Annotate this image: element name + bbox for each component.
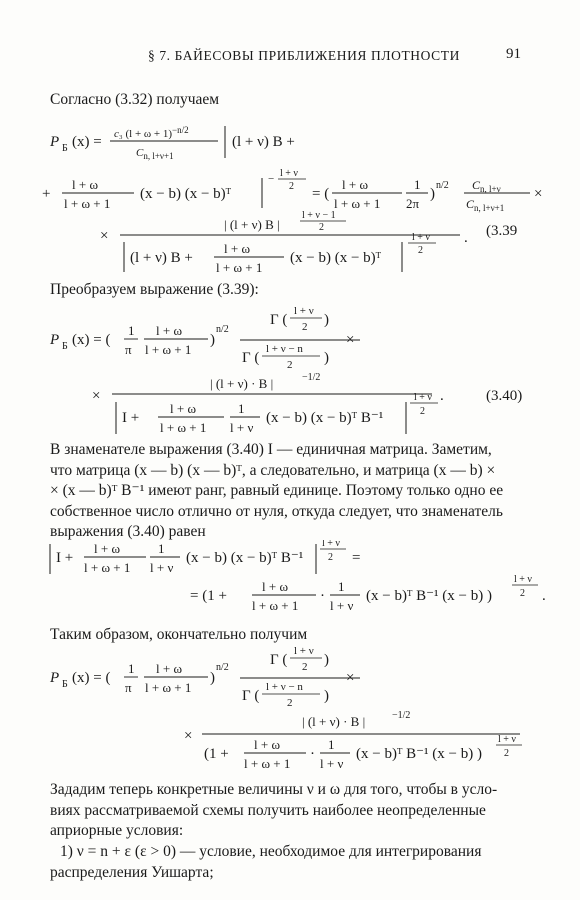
svg-text:l + ν: l + ν bbox=[322, 540, 340, 549]
svg-text:l + ν: l + ν bbox=[330, 598, 354, 613]
svg-text:2: 2 bbox=[520, 588, 525, 599]
paragraph-line: собственное число отлично от нуля, откуда следует, что знаменатель bbox=[50, 502, 503, 520]
paragraph-line: что матрица (x — b) (x — b)ᵀ, а следовательно, и матрица (x — b) × bbox=[50, 461, 496, 479]
header-title: § 7. БАЙЕСОВЫ ПРИБЛИЖЕНИЯ ПЛОТНОСТИ bbox=[148, 48, 460, 63]
svg-text:(x) = (: (x) = ( bbox=[72, 670, 111, 686]
svg-text:): ) bbox=[324, 312, 329, 328]
condition-list-item-1 bbox=[50, 842, 530, 883]
intro-text: Согласно (3.32) получаем bbox=[50, 91, 220, 108]
svg-text:l + ω + 1: l + ω + 1 bbox=[145, 342, 192, 357]
svg-text:): ) bbox=[430, 186, 435, 202]
svg-text:×: × bbox=[184, 728, 193, 744]
svg-text:1: 1 bbox=[128, 323, 135, 338]
svg-text:2: 2 bbox=[418, 245, 423, 256]
svg-text:Б: Б bbox=[62, 143, 68, 154]
paragraph-line: Зададим теперь конкретные величины ν и ω для того, чтобы в усло- bbox=[50, 781, 498, 798]
svg-text:l + ω + 1: l + ω + 1 bbox=[64, 196, 111, 211]
svg-text:2: 2 bbox=[287, 697, 293, 709]
svg-text:): ) bbox=[210, 670, 215, 686]
svg-text:| (l + ν) B |: | (l + ν) B | bbox=[224, 217, 280, 232]
svg-text:l + ν: l + ν bbox=[230, 420, 254, 435]
paragraph-line: априорные условия: bbox=[50, 822, 184, 839]
svg-text:2: 2 bbox=[287, 359, 293, 371]
svg-text:l + ω: l + ω bbox=[156, 323, 182, 338]
svg-text:·: · bbox=[310, 746, 315, 762]
svg-text:2π: 2π bbox=[406, 196, 420, 211]
svg-text:2: 2 bbox=[289, 181, 294, 192]
svg-text:l + ω + 1: l + ω + 1 bbox=[160, 420, 207, 435]
svg-text:(x) =: (x) = bbox=[72, 134, 102, 150]
svg-text:.: . bbox=[440, 388, 444, 404]
svg-text:): ) bbox=[324, 350, 329, 366]
svg-text:l + ν: l + ν bbox=[412, 232, 430, 243]
paragraph-priors bbox=[50, 780, 530, 842]
running-header bbox=[0, 44, 580, 68]
svg-text:1: 1 bbox=[414, 177, 421, 192]
svg-text:Γ (: Γ ( bbox=[242, 350, 260, 366]
paragraph-denominator bbox=[50, 440, 530, 543]
list-line: распределения Уишарта; bbox=[50, 863, 214, 881]
svg-text:| (l + ν) · B |: | (l + ν) · B | bbox=[302, 714, 366, 729]
svg-text:2: 2 bbox=[504, 748, 509, 759]
svg-text:2: 2 bbox=[302, 321, 308, 333]
svg-text:P: P bbox=[50, 670, 60, 686]
svg-text:Б: Б bbox=[62, 341, 68, 352]
svg-text:l + ω: l + ω bbox=[342, 177, 368, 192]
list-line: 1) ν = n + ε (ε > 0) — условие, необходимое для интегрирования bbox=[60, 843, 482, 860]
svg-text:l + ω + 1: l + ω + 1 bbox=[216, 260, 263, 275]
svg-text:(x − b)ᵀ B⁻¹ (x − b) ): (x − b)ᵀ B⁻¹ (x − b) ) bbox=[366, 588, 492, 604]
svg-text:(x) = (: (x) = ( bbox=[72, 332, 111, 348]
svg-text:l + ω + 1: l + ω + 1 bbox=[145, 680, 192, 695]
svg-text:Cn, l+ν: $C_{n, l+\nu}$ bbox=[472, 178, 501, 194]
svg-text:l + ν: l + ν bbox=[294, 305, 314, 317]
svg-text:1: 1 bbox=[238, 401, 245, 416]
svg-text:(x − b) (x − b)ᵀ: (x − b) (x − b)ᵀ bbox=[140, 186, 232, 202]
svg-text:(x − b)ᵀ B⁻¹ (x − b) ): (x − b)ᵀ B⁻¹ (x − b) ) bbox=[356, 746, 482, 762]
svg-text:(l + ν) B +: (l + ν) B + bbox=[232, 134, 295, 150]
paragraph-line: В знаменателе выражения (3.40) I — единичная матрица. Заметим, bbox=[50, 441, 492, 458]
svg-text:l + ν: l + ν bbox=[414, 392, 432, 403]
svg-text:1: 1 bbox=[158, 541, 165, 556]
equation-3-39-formula bbox=[40, 116, 550, 276]
svg-text:·: · bbox=[320, 588, 325, 604]
svg-text:n/2: n/2 bbox=[216, 324, 229, 335]
equation-number-3-40: (3.40) bbox=[486, 388, 523, 404]
svg-text:1: 1 bbox=[338, 579, 345, 594]
svg-text:I +: I + bbox=[122, 410, 140, 426]
svg-text:Γ (: Γ ( bbox=[270, 312, 288, 328]
equation-3-40-formula bbox=[40, 300, 550, 438]
svg-text:l + ω: l + ω bbox=[254, 737, 280, 752]
svg-text:P: P bbox=[50, 332, 60, 348]
svg-text:n/2: n/2 bbox=[436, 180, 449, 191]
page-number: 91 bbox=[506, 46, 521, 62]
svg-text:Б: Б bbox=[62, 679, 68, 690]
svg-text:−1/2: −1/2 bbox=[392, 710, 411, 721]
svg-text:l + ω + 1: l + ω + 1 bbox=[84, 560, 131, 575]
equation-final-formula bbox=[40, 642, 550, 772]
svg-text:P: P bbox=[50, 134, 60, 150]
paragraph-line: выражения (3.40) равен bbox=[50, 523, 206, 540]
svg-text:c₃ (l + ω + 1)−n/2: c₃ $(l + \omega + 1)^{-n/2}$ bbox=[114, 125, 189, 140]
paragraph-line: × (x — b)ᵀ B⁻¹ имеют ранг, равный единице. Поэтому только одно ее bbox=[50, 482, 504, 499]
svg-text:| (l + ν) · B |: | (l + ν) · B | bbox=[210, 376, 274, 391]
equation-denominator-formula bbox=[40, 540, 550, 620]
svg-text:l + ν: l + ν bbox=[294, 645, 314, 657]
svg-text:(l + ν) B +: (l + ν) B + bbox=[130, 250, 193, 266]
svg-text:l + ω: l + ω bbox=[94, 541, 120, 556]
svg-text:): ) bbox=[324, 652, 329, 668]
svg-text:.: . bbox=[464, 230, 468, 246]
equation-denominator bbox=[40, 540, 550, 620]
svg-text:l + ω: l + ω bbox=[262, 579, 288, 594]
svg-text:1: 1 bbox=[328, 737, 335, 752]
svg-text:Γ (: Γ ( bbox=[242, 688, 260, 704]
svg-text:2: 2 bbox=[420, 406, 425, 417]
svg-text:×: × bbox=[92, 388, 101, 404]
equation-number-3-39: (3.39 bbox=[486, 223, 518, 239]
svg-text:−1/2: −1/2 bbox=[302, 372, 321, 383]
svg-text:): ) bbox=[324, 688, 329, 704]
svg-text:(x − b) (x − b)ᵀ: (x − b) (x − b)ᵀ bbox=[290, 250, 382, 266]
svg-text:l + ν: l + ν bbox=[498, 734, 516, 745]
svg-text:−: − bbox=[268, 173, 275, 185]
svg-text:l + ν: l + ν bbox=[514, 574, 532, 585]
svg-text:l + ν: l + ν bbox=[150, 560, 174, 575]
svg-text:(x − b) (x − b)ᵀ B⁻¹: (x − b) (x − b)ᵀ B⁻¹ bbox=[186, 550, 304, 566]
svg-text:= (: = ( bbox=[312, 186, 330, 202]
svg-text:l + ν − n: l + ν − n bbox=[266, 343, 303, 355]
svg-text:π: π bbox=[125, 680, 132, 695]
svg-text:l + ω: l + ω bbox=[224, 241, 250, 256]
svg-text:Cn, l+ν+1: $C_{n, l+\nu+1}$ bbox=[136, 147, 174, 161]
equation-3-39 bbox=[40, 116, 550, 276]
svg-text:(x − b) (x − b)ᵀ B⁻¹: (x − b) (x − b)ᵀ B⁻¹ bbox=[266, 410, 384, 426]
final-text: Таким образом, окончательно получим bbox=[50, 626, 308, 643]
svg-text:l + ω: l + ω bbox=[72, 177, 98, 192]
svg-text:×: × bbox=[534, 186, 543, 202]
transform-text: Преобразуем выражение (3.39): bbox=[50, 281, 259, 298]
svg-text:π: π bbox=[125, 342, 132, 357]
equation-final bbox=[40, 642, 550, 772]
svg-text:l + ω: l + ω bbox=[156, 661, 182, 676]
equation-3-40 bbox=[40, 300, 550, 438]
svg-text:=: = bbox=[352, 550, 361, 566]
svg-text:Cn, l+ν+1: $C_{n, l+\nu+1}$ bbox=[466, 197, 505, 213]
svg-text:×: × bbox=[346, 332, 355, 348]
svg-text:l + ω + 1: l + ω + 1 bbox=[334, 196, 381, 211]
svg-text:×: × bbox=[100, 228, 109, 244]
svg-text:l + ν: l + ν bbox=[320, 756, 344, 771]
svg-text:l + ω + 1: l + ω + 1 bbox=[252, 598, 299, 613]
svg-text:l + ν − 1: l + ν − 1 bbox=[302, 210, 336, 221]
svg-text:2: 2 bbox=[302, 661, 308, 673]
svg-text:l + ν: l + ν bbox=[280, 168, 298, 179]
svg-text:n/2: n/2 bbox=[216, 662, 229, 673]
svg-text:Γ (: Γ ( bbox=[270, 652, 288, 668]
svg-text:l + ω + 1: l + ω + 1 bbox=[244, 756, 291, 771]
svg-text:2: 2 bbox=[328, 552, 333, 563]
svg-text:l + ω: l + ω bbox=[170, 401, 196, 416]
svg-text:.: . bbox=[542, 588, 546, 604]
svg-text:2: 2 bbox=[319, 222, 324, 233]
svg-text:1: 1 bbox=[128, 661, 135, 676]
svg-text:×: × bbox=[346, 670, 355, 686]
svg-text:= (1 +: = (1 + bbox=[190, 588, 227, 604]
paragraph-line: виях рассматриваемой схемы получить наиболее неопределенные bbox=[50, 801, 486, 819]
svg-text:(1 +: (1 + bbox=[204, 746, 229, 762]
svg-text:I +: I + bbox=[56, 550, 74, 566]
svg-text:): ) bbox=[210, 332, 215, 348]
svg-text:l + ν − n: l + ν − n bbox=[266, 681, 303, 693]
svg-text:+: + bbox=[42, 186, 51, 202]
